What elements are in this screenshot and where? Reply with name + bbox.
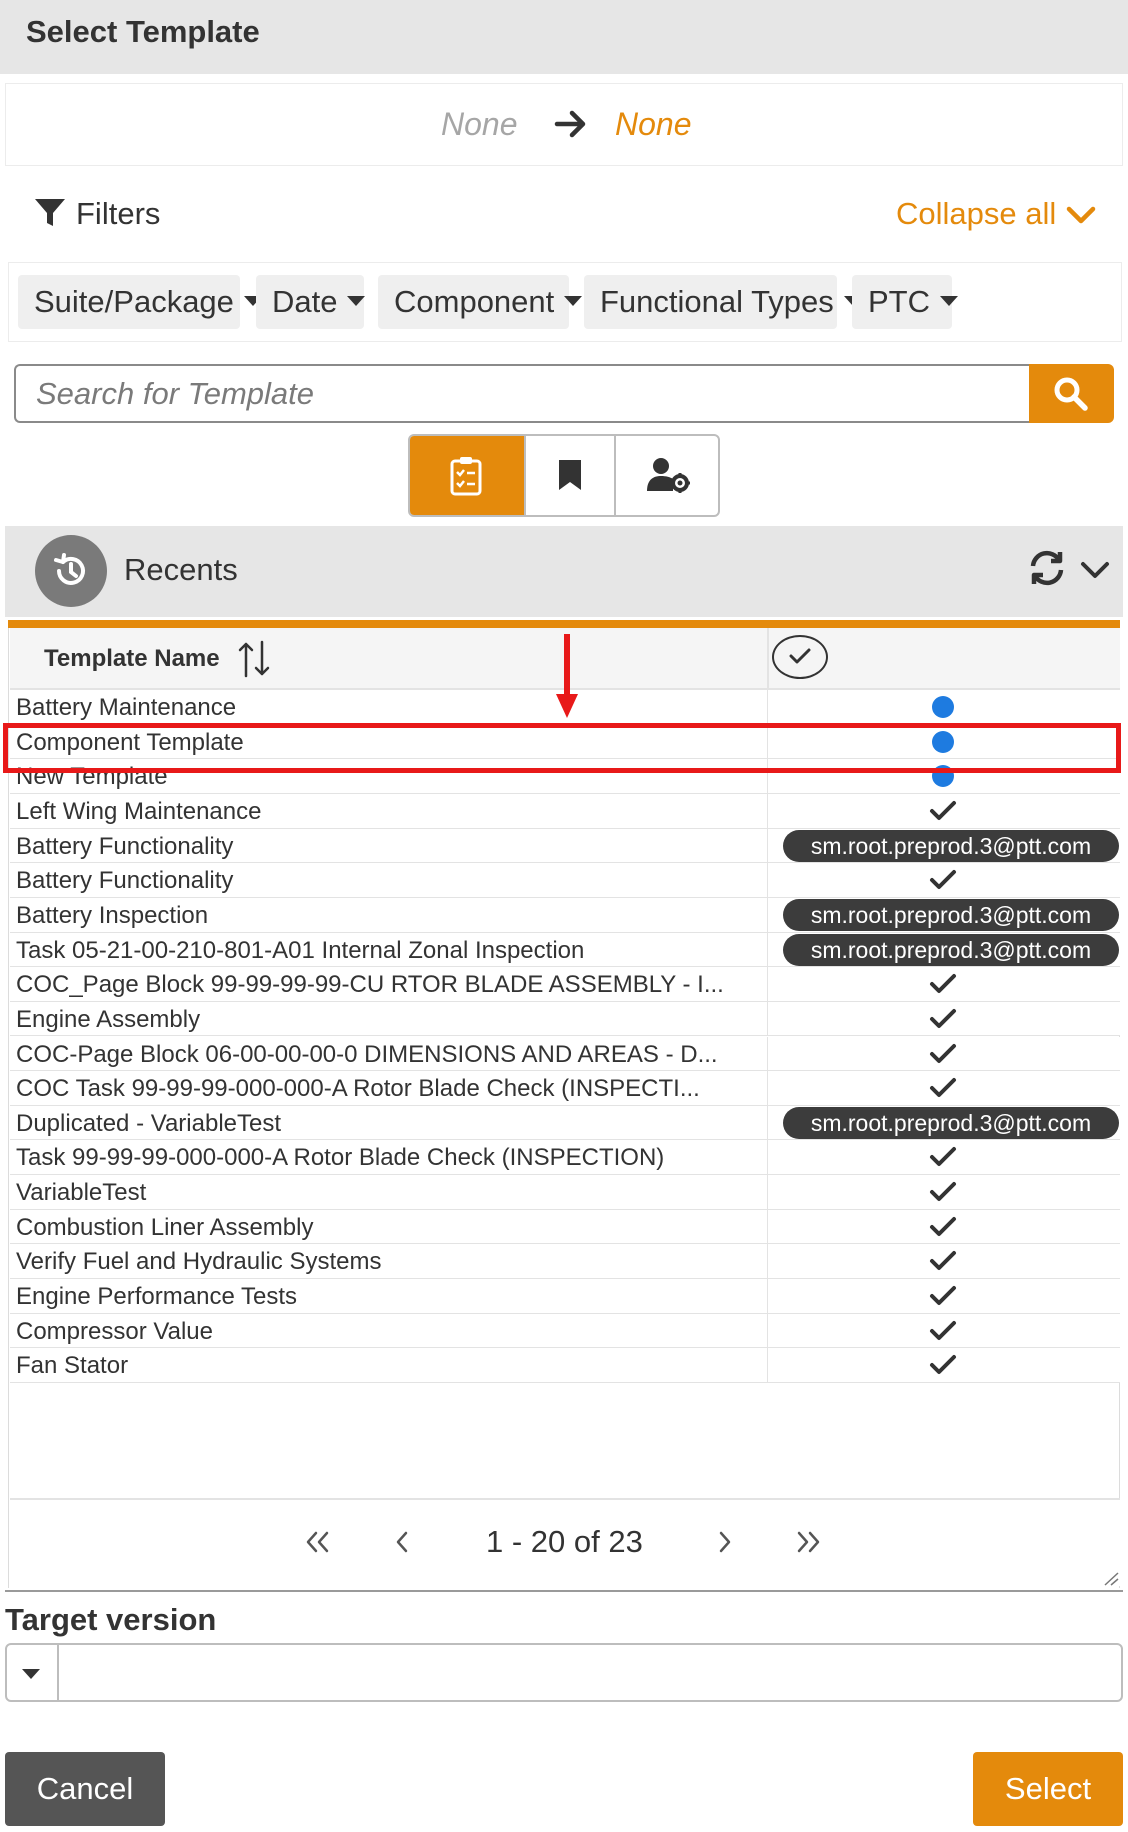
template-name-cell: Combustion Liner Assembly	[16, 1213, 314, 1241]
template-name-cell: COC_Page Block 99-99-99-99-CU RTOR BLADE ASSEMBLY - I...	[16, 971, 724, 999]
table-row[interactable]	[10, 1002, 1120, 1037]
check-icon	[928, 799, 958, 823]
annotation-arrow-icon	[552, 632, 582, 722]
column-divider	[767, 1002, 768, 1036]
column-divider	[767, 898, 768, 932]
version-transition	[5, 83, 1123, 166]
column-divider	[767, 1140, 768, 1174]
search-icon	[1053, 376, 1089, 412]
check-icon	[928, 1249, 958, 1273]
filter-chip-functional-types[interactable]	[584, 275, 837, 329]
table-row[interactable]	[10, 967, 1120, 1002]
chevron-down-icon[interactable]	[1066, 203, 1096, 227]
table-row[interactable]	[10, 1314, 1120, 1349]
table-row[interactable]	[10, 1279, 1120, 1314]
dialog-header	[0, 0, 1128, 74]
table-row[interactable]	[10, 933, 1120, 968]
filter-chip-label: PTC	[868, 284, 930, 319]
template-name-cell: Verify Fuel and Hydraulic Systems	[16, 1248, 382, 1276]
check-icon	[928, 1180, 958, 1204]
caret-down-icon	[22, 1669, 40, 1679]
table-row[interactable]	[10, 829, 1120, 864]
divider	[5, 1590, 1123, 1592]
owner-badge: sm.root.preprod.3@ptt.com	[783, 1107, 1119, 1139]
owner-badge: sm.root.preprod.3@ptt.com	[783, 899, 1119, 931]
filter-icon	[33, 196, 67, 230]
check-icon	[928, 1042, 958, 1066]
column-divider	[767, 628, 769, 690]
column-divider	[767, 933, 768, 967]
column-divider	[767, 829, 768, 863]
column-divider	[767, 1071, 768, 1105]
template-name-cell: VariableTest	[16, 1179, 147, 1207]
column-divider	[767, 1348, 768, 1382]
column-divider	[767, 1244, 768, 1278]
template-name-cell: Duplicated - VariableTest	[16, 1109, 282, 1137]
column-divider	[767, 690, 768, 724]
filters-label: Filters	[76, 196, 161, 231]
check-icon	[928, 1284, 958, 1308]
check-icon	[928, 868, 958, 892]
filter-chip-component[interactable]	[378, 275, 569, 329]
version-to: None	[615, 106, 692, 142]
check-icon	[928, 1353, 958, 1377]
caret-down-icon	[564, 296, 582, 306]
template-name-cell: Engine Assembly	[16, 1005, 201, 1033]
user-settings-icon	[646, 457, 690, 493]
template-name-cell: Battery Functionality	[16, 832, 234, 860]
column-divider	[767, 1175, 768, 1209]
first-page-icon[interactable]	[298, 1520, 338, 1564]
search-input[interactable]	[14, 364, 1030, 423]
template-name-cell: Fan Stator	[16, 1352, 129, 1380]
template-name-cell: COC-Page Block 06-00-00-00-0 DIMENSIONS AND AREAS - D...	[16, 1040, 718, 1068]
filter-chip-label: Component	[394, 284, 555, 319]
template-name-cell: Component Template	[16, 728, 244, 756]
table-row[interactable]	[10, 863, 1120, 898]
template-name-cell: Engine Performance Tests	[16, 1283, 298, 1311]
last-page-icon[interactable]	[788, 1520, 828, 1564]
column-divider	[767, 1314, 768, 1348]
column-divider	[767, 794, 768, 828]
template-name-cell: COC Task 99-99-99-000-000-A Rotor Blade Check (INSPECTI...	[16, 1075, 700, 1103]
check-icon	[928, 972, 958, 996]
target-version-label: Target version	[5, 1602, 217, 1637]
history-icon	[35, 535, 107, 607]
template-name-cell: Battery Inspection	[16, 901, 209, 929]
dialog-title: Select Template	[26, 14, 260, 49]
column-divider	[767, 863, 768, 897]
check-icon	[928, 1319, 958, 1343]
caret-down-icon	[940, 296, 958, 306]
collapse-all-link[interactable]: Collapse all	[896, 196, 1057, 231]
owner-badge: sm.root.preprod.3@ptt.com	[783, 830, 1119, 862]
template-name-cell: Compressor Value	[16, 1317, 213, 1345]
table-row[interactable]	[10, 1210, 1120, 1245]
user-settings-view-button[interactable]	[614, 436, 718, 515]
column-divider	[767, 967, 768, 1001]
column-divider	[767, 1279, 768, 1313]
template-name-cell: Battery Maintenance	[16, 694, 237, 721]
chevron-down-icon[interactable]	[1080, 558, 1110, 582]
check-icon	[789, 647, 811, 665]
check-icon	[928, 1215, 958, 1239]
column-header-status[interactable]	[772, 635, 828, 679]
table-row[interactable]	[10, 1037, 1120, 1072]
previous-page-icon[interactable]	[382, 1520, 422, 1564]
check-icon	[928, 1076, 958, 1100]
table-row[interactable]	[10, 898, 1120, 933]
check-icon	[928, 1145, 958, 1169]
template-name-cell: New Template	[16, 763, 168, 791]
templates-view-button[interactable]	[410, 436, 524, 515]
template-name-cell: Task 05-21-00-210-801-A01 Internal Zonal Inspection	[16, 936, 585, 964]
recents-label: Recents	[124, 552, 238, 587]
search-button[interactable]	[1029, 364, 1114, 423]
table-row[interactable]	[10, 1244, 1120, 1279]
column-divider	[767, 1210, 768, 1244]
annotation-highlight-box	[3, 723, 1121, 773]
owner-badge: sm.root.preprod.3@ptt.com	[783, 934, 1119, 966]
sort-icon[interactable]	[237, 640, 271, 678]
view-toggle-group	[408, 434, 720, 517]
select-button[interactable]: Select	[973, 1752, 1123, 1826]
checklist-icon	[450, 456, 482, 496]
table-row[interactable]	[10, 1175, 1120, 1210]
page-range: 1 - 20 of 23	[486, 1524, 643, 1559]
template-name-cell: Left Wing Maintenance	[16, 797, 262, 825]
target-version-dropdown-toggle[interactable]	[7, 1645, 59, 1700]
bookmarks-view-button[interactable]	[524, 436, 614, 515]
template-name-cell: Task 99-99-99-000-000-A Rotor Blade Check (INSPECTION)	[16, 1144, 665, 1172]
status-dot-icon	[932, 696, 954, 718]
resize-handle-icon[interactable]	[1103, 1572, 1119, 1586]
recents-panel-header[interactable]	[5, 526, 1123, 617]
column-divider	[767, 1037, 768, 1071]
table-row[interactable]	[10, 1106, 1120, 1141]
refresh-icon[interactable]	[1027, 548, 1067, 588]
arrow-right-icon	[551, 104, 591, 144]
filter-chip-label: Suite/Package	[34, 284, 234, 319]
filter-chip-label: Functional Types	[600, 284, 834, 319]
table-row[interactable]	[10, 1140, 1120, 1175]
pagination	[10, 1498, 1120, 1586]
column-header-template-name[interactable]: Template Name	[44, 645, 220, 672]
filter-chip-label: Date	[272, 284, 338, 319]
caret-down-icon	[347, 296, 365, 306]
accent-divider	[8, 620, 1120, 628]
filter-chip-suite-package[interactable]	[18, 275, 240, 329]
filter-bar	[8, 262, 1122, 342]
target-version-select[interactable]	[5, 1643, 1123, 1702]
check-icon	[928, 1007, 958, 1031]
table-row[interactable]	[10, 1348, 1120, 1383]
table-row[interactable]	[10, 794, 1120, 829]
filter-chip-ptc[interactable]	[852, 275, 952, 329]
version-from: None	[441, 106, 518, 142]
cancel-button[interactable]: Cancel	[5, 1752, 165, 1826]
bookmark-icon	[557, 458, 583, 492]
next-page-icon[interactable]	[705, 1520, 745, 1564]
template-name-cell: Battery Functionality	[16, 867, 234, 895]
filter-chip-date[interactable]	[256, 275, 364, 329]
column-divider	[767, 1106, 768, 1140]
table-row[interactable]	[10, 1071, 1120, 1106]
